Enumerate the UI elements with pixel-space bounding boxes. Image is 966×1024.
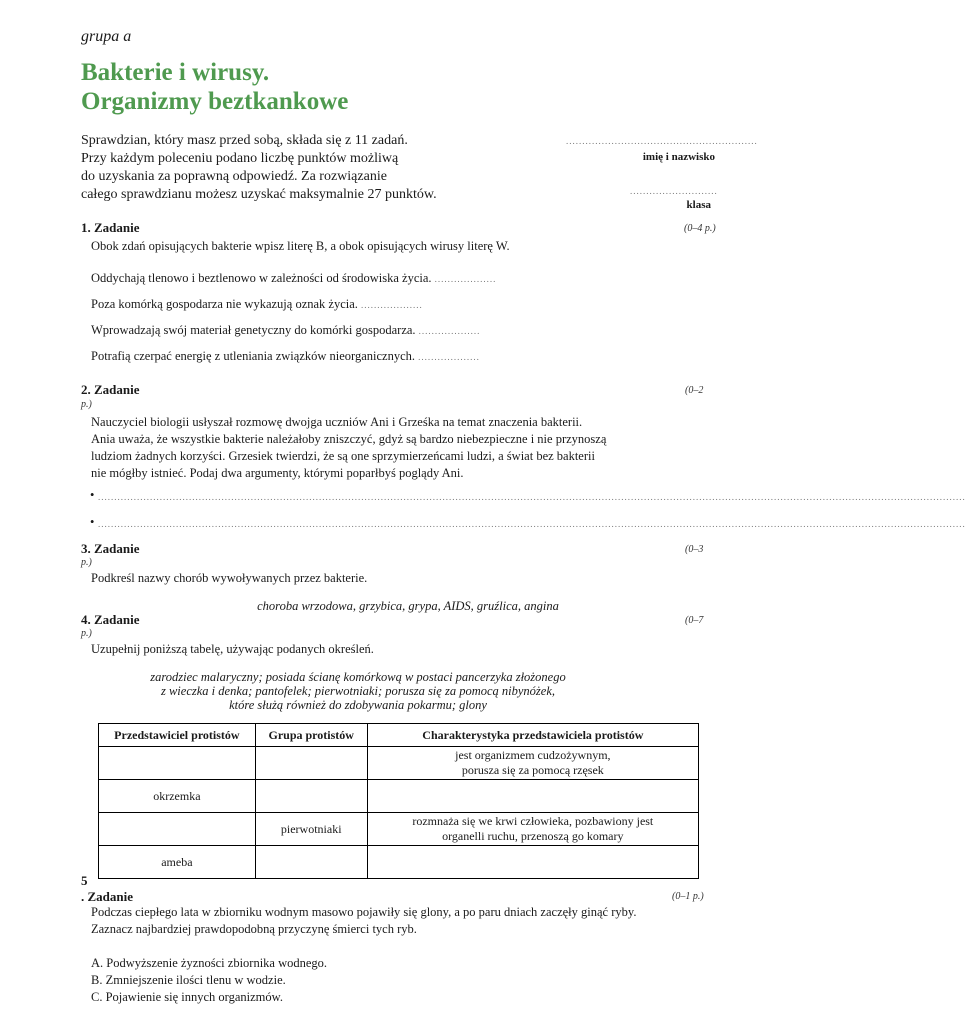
table-cell: pierwotniaki <box>255 813 367 846</box>
table-cell-input[interactable] <box>99 813 256 846</box>
name-field[interactable]: ........................................................... <box>566 136 758 146</box>
task-2-text-line: nie mógłby istnieć. Podaj dwa argumenty, którymi poparłbyś poglądy Ani. <box>91 466 464 480</box>
task-1-item-text: Oddychają tlenowo i beztlenowo w zależności od środowiska życia. <box>91 271 432 285</box>
task-2-points-unit: p.) <box>81 399 92 410</box>
table-cell: ameba <box>99 846 256 879</box>
table-cell-input[interactable] <box>255 846 367 879</box>
table-cell-input[interactable] <box>367 780 698 813</box>
intro-line: Sprawdzian, który masz przed sobą, składa się z 11 zadań. <box>81 133 408 148</box>
intro-text <box>81 132 501 204</box>
table-header-cell: Charakterystyka przedstawiciela protistów <box>367 724 698 747</box>
title-line-1: Bakterie i wirusy. <box>81 59 270 86</box>
title-line-2: Organizmy beztkankowe <box>81 88 349 115</box>
task-1-instruction: Obok zdań opisujących bakterie wpisz literę B, a obok opisujących wirusy literę W. <box>91 239 510 253</box>
task-3-options[interactable]: choroba wrzodowa, grzybica, grypa, AIDS, gruźlica, angina <box>257 599 559 613</box>
task-1-item-text: Poza komórką gospodarza nie wykazują oznak życia. <box>91 297 358 311</box>
table-cell-input[interactable] <box>99 747 256 780</box>
task-1-item <box>91 348 480 366</box>
task-2-bullet: • <box>90 515 95 529</box>
task-2-bullet: • <box>90 488 95 502</box>
class-label: klasa <box>686 199 711 211</box>
table-row <box>99 846 699 879</box>
protists-table <box>98 723 699 879</box>
task-1-heading: 1. Zadanie <box>81 220 140 235</box>
task-5-points: (0–1 p.) <box>672 891 704 902</box>
task-5-options <box>91 955 327 1006</box>
task-5-option-c[interactable]: C. Pojawienie się innych organizmów. <box>91 990 283 1004</box>
task-4-terms-line: z wieczka i denka; pantofelek; pierwotniaki; porusza się za pomocą nibynóżek, <box>160 684 556 698</box>
class-field[interactable]: ........................... <box>630 186 718 196</box>
task-4-heading: 4. Zadanie <box>81 612 140 627</box>
task-1-item <box>91 270 496 288</box>
table-cell: okrzemka <box>99 780 256 813</box>
task-2-text-line: Nauczyciel biologii usłyszał rozmowę dwojga uczniów Ani i Grześka na temat znaczenia bakterii. <box>91 415 583 429</box>
task-5-number: 5 <box>81 873 88 888</box>
task-5-option-a[interactable]: A. Podwyższenie żyzności zbiornika wodnego. <box>91 956 328 970</box>
intro-line: Przy każdym poleceniu podano liczbę punktów możliwą <box>81 151 399 166</box>
table-header-cell: Grupa protistów <box>255 724 367 747</box>
task-4-terms-line: zarodziec malaryczny; posiada ścianę komórkową w postaci pancerzyka złożonego <box>150 670 566 684</box>
task-4-points-unit: p.) <box>81 628 92 639</box>
task-4-terms-line: które służą również do zdobywania pokarmu; glony <box>229 698 487 712</box>
task-2-heading: 2. Zadanie <box>81 382 140 397</box>
task-4-instruction: Uzupełnij poniższą tabelę, używając podanych określeń. <box>91 642 374 656</box>
task-1-item-text: Potrafią czerpać energię z utleniania związków nieorganicznych. <box>91 349 416 363</box>
intro-line: całego sprawdzianu możesz uzyskać maksymalnie 27 punktów. <box>81 187 437 202</box>
task-1-answer-blank[interactable]: ................... <box>434 274 497 284</box>
task-2-text-line: ludziom żadnych korzyści. Grzesiek twierdzi, że są one sprzymierzeńcami ludzi, a świat bez bakterii <box>91 449 595 463</box>
task-4-terms <box>110 670 606 712</box>
task-1-answer-blank[interactable]: ................... <box>361 300 423 310</box>
task-2-text <box>91 414 606 482</box>
task-3-points-unit: p.) <box>81 557 92 568</box>
task-5-heading: . Zadanie <box>81 889 134 904</box>
task-3-instruction: Podkreśl nazwy chorób wywoływanych przez bakterie. <box>91 571 368 585</box>
task-3-points: (0–3 <box>685 544 704 555</box>
table-row <box>99 813 699 846</box>
table-row <box>99 780 699 813</box>
group-label: grupa a <box>81 28 132 45</box>
task-5-option-b[interactable]: B. Zmniejszenie ilości tlenu w wodzie. <box>91 973 286 987</box>
table-cell-input[interactable] <box>255 780 367 813</box>
name-label: imię i nazwisko <box>642 151 715 163</box>
task-5-text-line: Zaznacz najbardziej prawdopodobną przyczynę śmierci tych ryb. <box>91 922 417 936</box>
task-1-item-text: Wprowadzają swój materiał genetyczny do komórki gospodarza. <box>91 323 416 337</box>
table-cell: rozmnaża się we krwi człowieka, pozbawiony jest organelli ruchu, przenoszą go komary <box>367 813 698 846</box>
task-2-text-line: Ania uważa, że wszystkie bakterie należałoby zniszczyć, gdyż są bardzo niebezpieczne i nie przynoszą <box>91 432 607 446</box>
table-header-cell: Przedstawiciel protistów <box>99 724 256 747</box>
intro-line: do uzyskania za poprawną odpowiedź. Za rozwiązanie <box>81 169 387 184</box>
task-2-points: (0–2 <box>685 385 704 396</box>
task-3-heading: 3. Zadanie <box>81 541 140 556</box>
task-5-text-line: Podczas ciepłego lata w zbiorniku wodnym masowo pojawiły się glony, a po paru dniach zaczęły ginąć ryby. <box>91 905 637 919</box>
table-cell-input[interactable] <box>255 747 367 780</box>
task-1-answer-blank[interactable]: ................... <box>418 326 481 336</box>
task-1-item <box>91 322 480 340</box>
task-5-text <box>91 904 636 938</box>
table-cell-input[interactable] <box>367 846 698 879</box>
table-row <box>99 747 699 780</box>
table-header-row <box>99 724 699 747</box>
page-title <box>81 58 348 116</box>
task-4-points: (0–7 <box>685 615 704 626</box>
task-2-answer-line[interactable]: ........................................................................................................................................................................................................................................................................... <box>98 519 966 529</box>
task-1-answer-blank[interactable]: ................... <box>418 352 480 362</box>
task-1-item <box>91 296 423 314</box>
task-1-points: (0–4 p.) <box>684 223 716 234</box>
table-cell: jest organizmem cudzożywnym, porusza się za pomocą rzęsek <box>367 747 698 780</box>
task-2-answer-line[interactable]: ........................................................................................................................................................................................................................................................................... <box>98 492 966 502</box>
